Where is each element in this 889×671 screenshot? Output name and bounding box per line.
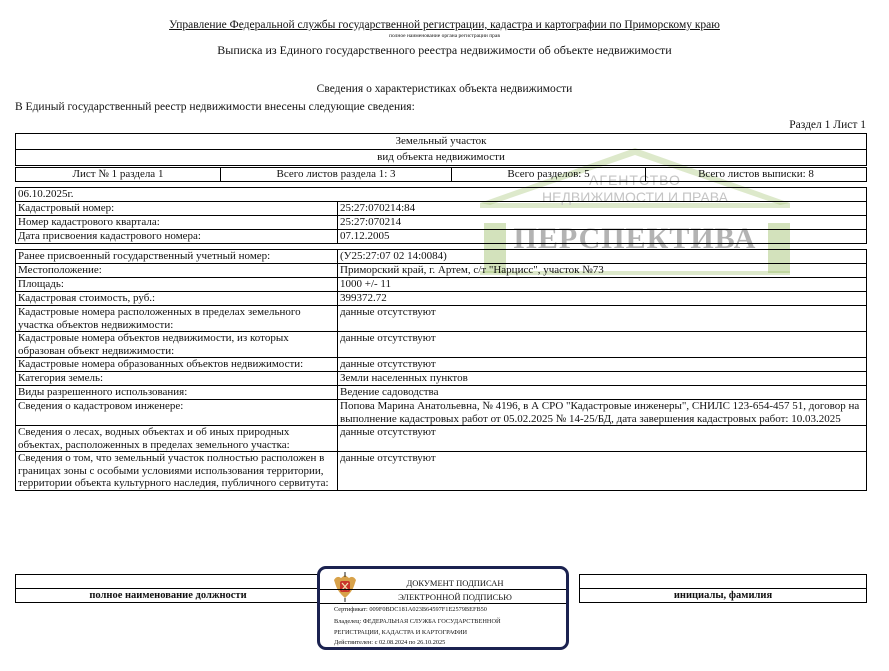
intro-text: В Единый государственный реестр недвижимости внесены следующие сведения:	[15, 101, 415, 113]
page-reference: Раздел 1 Лист 1	[789, 119, 866, 131]
row-label: Дата присвоения кадастрового номера:	[16, 230, 338, 244]
row-value: 25:27:070214:84	[338, 202, 867, 216]
row-label: Сведения о том, что земельный участок полностью расположен в границах зоны с особыми условиями использования территории, территории объекта культурного наследия, публичного сервитута:	[16, 452, 338, 491]
object-type-table	[15, 133, 867, 166]
object-type: Земельный участок	[16, 134, 867, 150]
row-label: Кадастровые номера образованных объектов недвижимости:	[16, 358, 338, 372]
total-extract-sheets: Всего листов выписки: 8	[646, 168, 867, 182]
characteristics-table	[15, 249, 867, 491]
row-label: Кадастровая стоимость, руб.:	[16, 292, 338, 306]
certificate-owner-1: Владелец: ФЕДЕРАЛЬНАЯ СЛУЖБА ГОСУДАРСТВЕННОЙ	[334, 618, 501, 625]
row-label: Местоположение:	[16, 264, 338, 278]
section-title: Сведения о характеристиках объекта недвижимости	[316, 83, 573, 95]
name-caption: инициалы, фамилия	[580, 589, 867, 603]
sheet-number: Лист № 1 раздела 1	[16, 168, 221, 182]
stamp-divider	[320, 603, 566, 604]
row-label: Ранее присвоенный государственный учетный номер:	[16, 250, 338, 264]
certificate-owner-2: РЕГИСТРАЦИИ, КАДАСТРА И КАРТОГРАФИИ	[334, 629, 468, 636]
stamp-signed-text: ДОКУМЕНТ ПОДПИСАН	[406, 578, 504, 588]
row-value: данные отсутствуют	[338, 358, 867, 372]
row-label: Сведения о лесах, водных объектах и об иных природных объектах, расположенных в пределах земельного участка:	[16, 426, 338, 452]
row-label: Кадастровые номера расположенных в пределах земельного участка объектов недвижимости:	[16, 306, 338, 332]
watermark-brand: ПЕРСПЕКТИВА	[513, 222, 757, 255]
row-value: данные отсутствуют	[338, 306, 867, 332]
extract-date: 06.10.2025г.	[16, 188, 867, 202]
row-label: Виды разрешенного использования:	[16, 386, 338, 400]
table-row	[16, 452, 867, 491]
cadastral-main-table	[15, 187, 867, 244]
authority-name-text: Управление Федеральной службы государственной регистрации, кадастра и картографии по Приморскому краю	[169, 19, 720, 31]
table-row	[16, 386, 867, 400]
row-value: данные отсутствуют	[338, 452, 867, 491]
table-row	[16, 278, 867, 292]
table-row	[16, 216, 867, 230]
row-value: данные отсутствуют	[338, 426, 867, 452]
electronic-signature-stamp	[317, 566, 569, 650]
row-value: 25:27:070214	[338, 216, 867, 230]
row-value: 1000 +/- 11	[338, 278, 867, 292]
total-section-sheets: Всего листов раздела 1: 3	[221, 168, 452, 182]
row-label: Кадастровый номер:	[16, 202, 338, 216]
table-row	[16, 264, 867, 278]
certificate-validity: Действителен: с 02.08.2024 по 26.10.2025	[334, 639, 446, 646]
table-row	[16, 400, 867, 426]
name-blank	[580, 575, 867, 589]
table-row	[16, 250, 867, 264]
row-value: Попова Марина Анатольевна, № 4196, в А СРО "Кадастровые инженеры", СНИЛС 123-654-457 51, договор на выполнение кадастровых работ от 05.02.2025 № 14-25/БД, дата завершения кадастровых работ: 10.03.2025	[338, 400, 867, 426]
row-value: Приморский край, г. Артем, с/т "Нарцисс", участок №73	[338, 264, 867, 278]
position-blank	[16, 575, 321, 589]
sheets-table	[15, 167, 867, 182]
document-title: Выписка из Единого государственного реестра недвижимости об объекте недвижимости	[217, 43, 672, 57]
watermark-line1: АГЕНТСТВО	[589, 172, 681, 188]
table-row	[16, 292, 867, 306]
table-row	[16, 332, 867, 358]
watermark-line2: НЕДВИЖИМОСТИ И ПРАВА	[542, 189, 728, 205]
certificate-number: Сертификат: 009F0BDC181A023B64597F1E2579BEFB50	[334, 606, 487, 613]
table-row	[16, 202, 867, 216]
row-value: 07.12.2005	[338, 230, 867, 244]
row-label: Категория земель:	[16, 372, 338, 386]
row-label: Площадь:	[16, 278, 338, 292]
row-value: Ведение садоводства	[338, 386, 867, 400]
emblem-icon	[332, 572, 358, 602]
object-type-caption: вид объекта недвижимости	[16, 150, 867, 166]
stamp-divider	[320, 589, 566, 590]
stamp-esign-text: ЭЛЕКТРОННОЙ ПОДПИСЬЮ	[398, 592, 512, 602]
row-label: Сведения о кадастровом инженере:	[16, 400, 338, 426]
table-row	[16, 230, 867, 244]
position-caption: полное наименование должности	[16, 589, 321, 603]
row-value: 399372.72	[338, 292, 867, 306]
table-row	[16, 426, 867, 452]
table-row	[16, 306, 867, 332]
row-label: Номер кадастрового квартала:	[16, 216, 338, 230]
row-value: (У25:27:07 02 14:0084)	[338, 250, 867, 264]
row-label: Кадастровые номера объектов недвижимости, из которых образован объект недвижимости:	[16, 332, 338, 358]
authority-name	[0, 19, 889, 31]
table-row	[16, 372, 867, 386]
row-value: данные отсутствуют	[338, 332, 867, 358]
row-value: Земли населенных пунктов	[338, 372, 867, 386]
table-row	[16, 358, 867, 372]
authority-caption: полное наименование органа регистрации прав	[389, 33, 500, 39]
total-sections: Всего разделов: 5	[452, 168, 646, 182]
